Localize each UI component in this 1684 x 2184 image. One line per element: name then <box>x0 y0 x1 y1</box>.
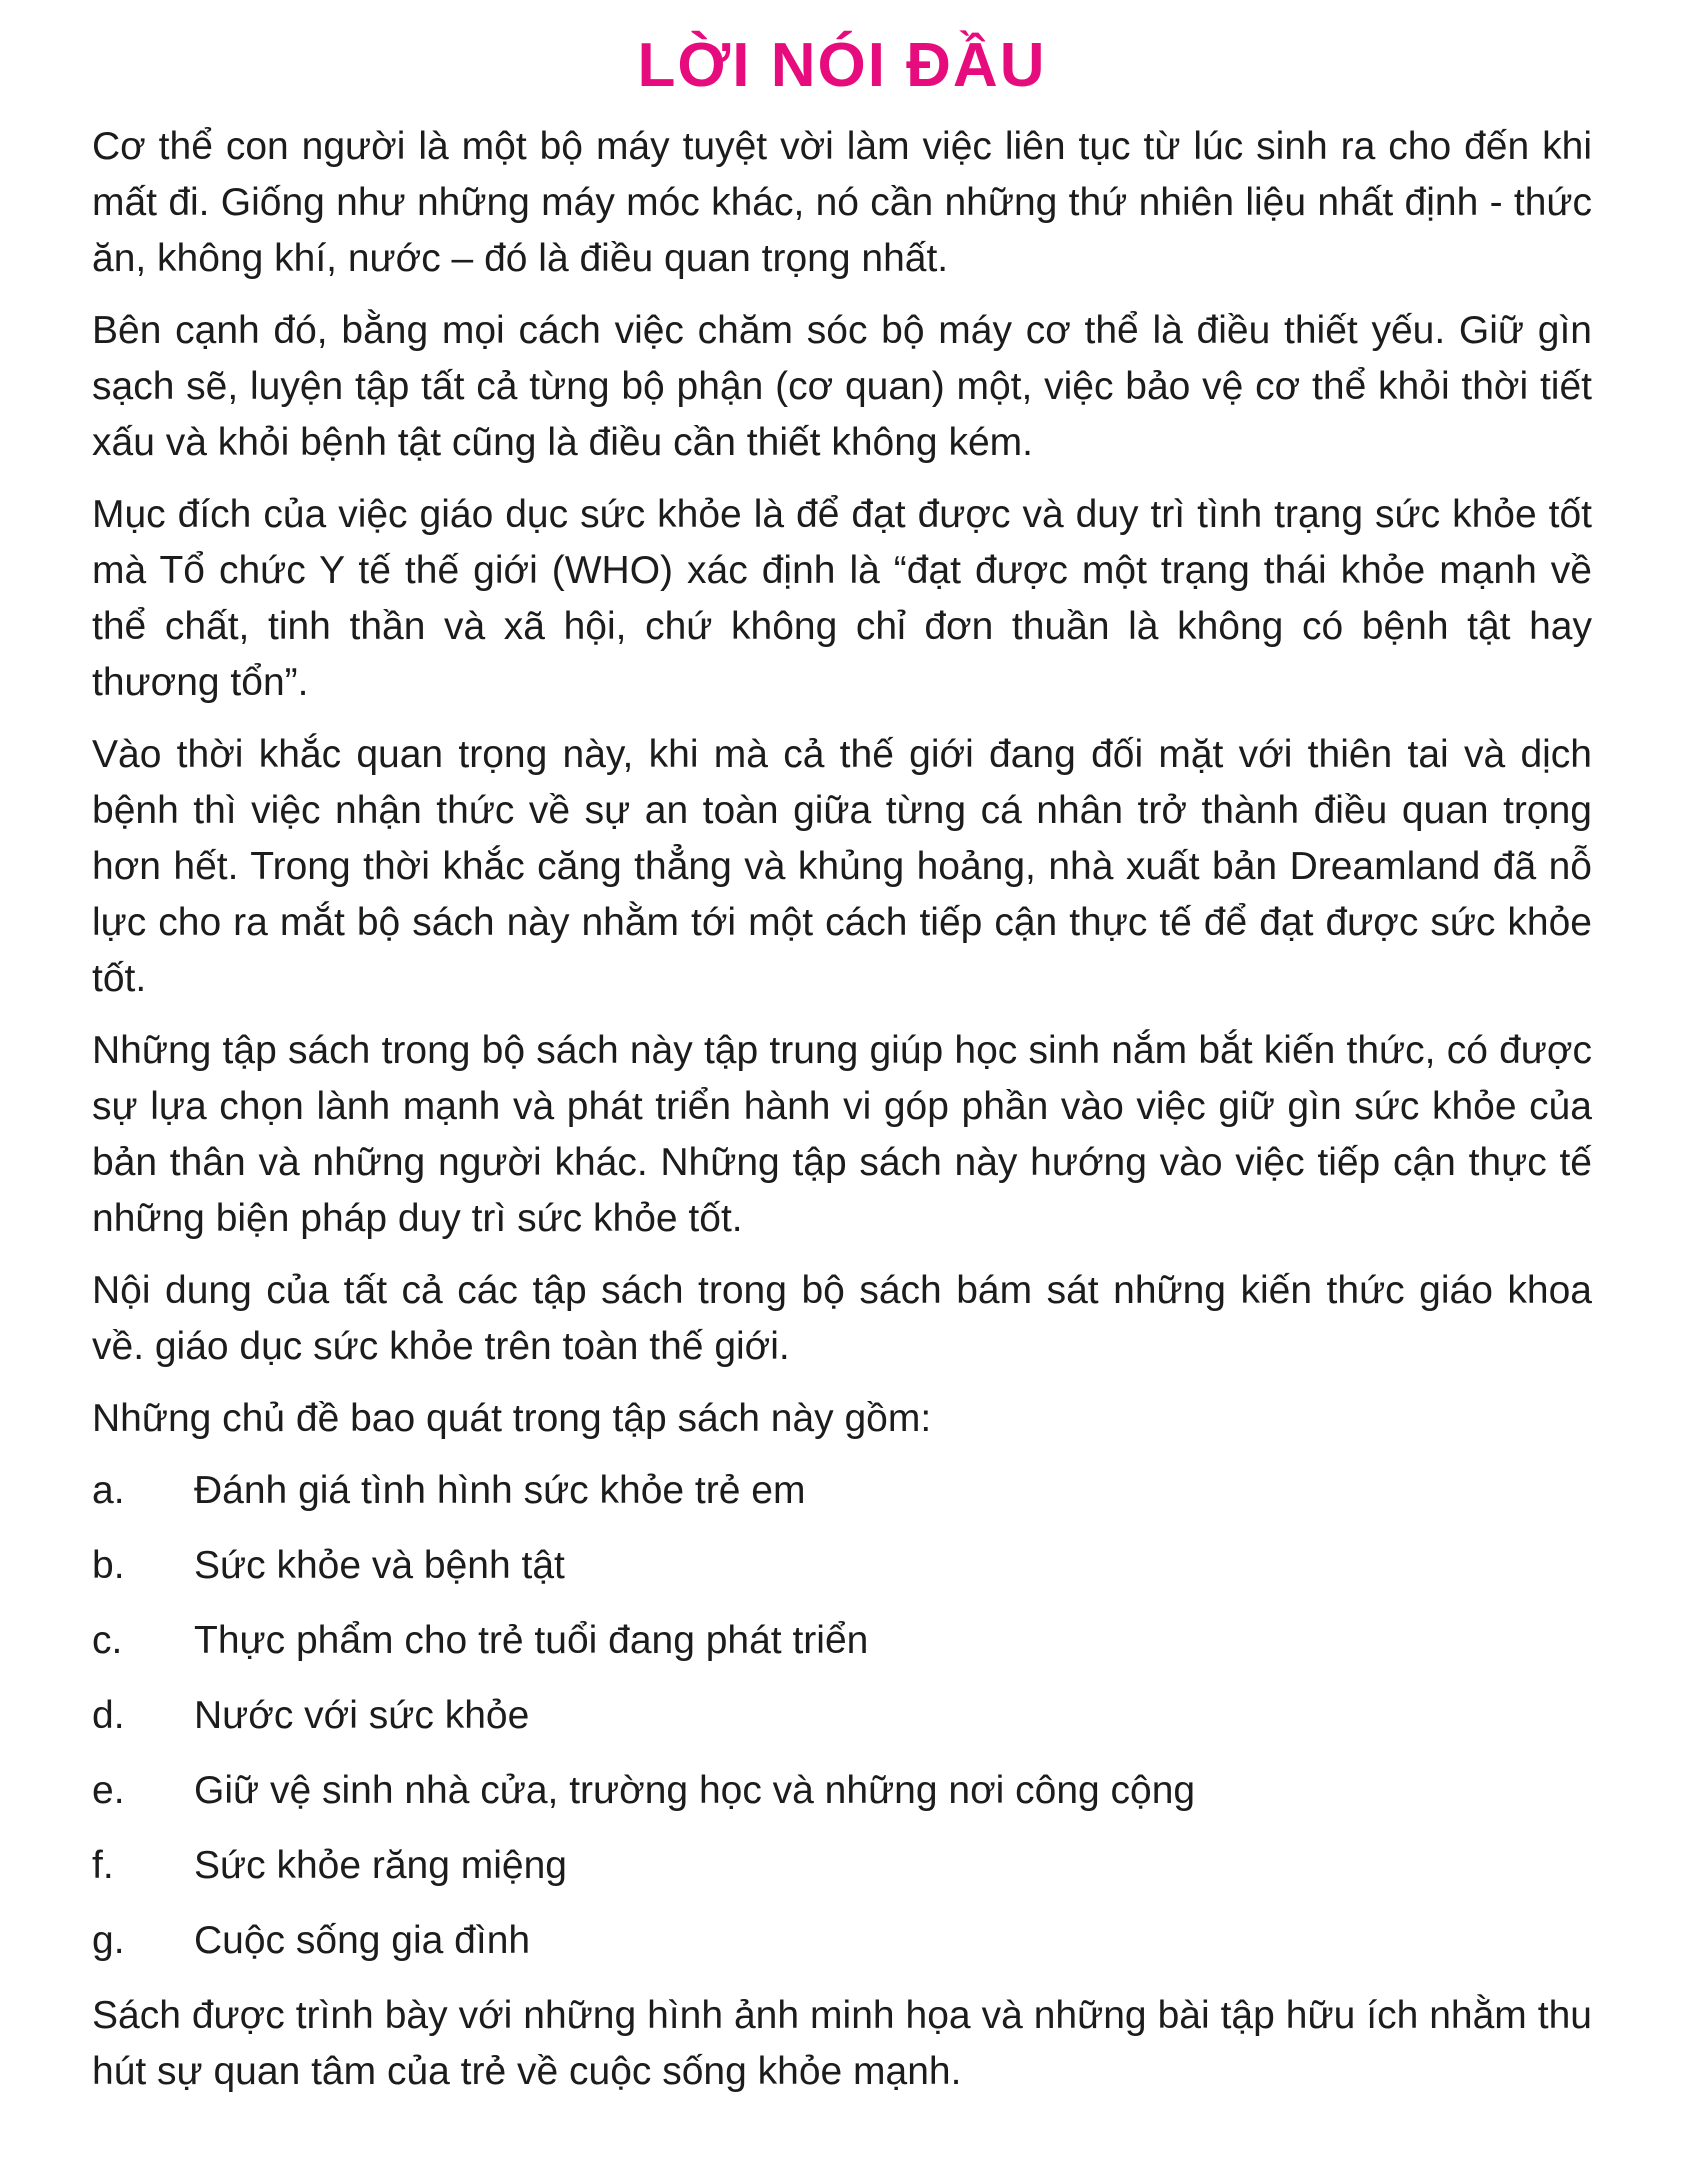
list-item <box>92 1538 1592 1594</box>
list-item-label: a. <box>92 1469 125 1512</box>
preface-body <box>92 119 1592 2100</box>
list-item-text: Giữ vệ sinh nhà cửa, trường học và những nơi công cộng <box>194 1769 1196 1812</box>
paragraph: Cơ thể con người là một bộ máy tuyệt vời làm việc liên tục từ lúc sinh ra cho đến khi mất đi. Giống như những máy móc khác, nó cần những thứ nhiên liệu nhất định - thức ăn, không khí, nước – đó là điều quan trọng nhất. <box>92 125 1592 280</box>
closing-paragraph-wrap <box>92 1988 1592 2100</box>
topic-list <box>92 1463 1592 1969</box>
list-item-text: Nước với sức khỏe <box>194 1694 530 1737</box>
list-item-label: e. <box>92 1769 125 1812</box>
paragraph: Những tập sách trong bộ sách này tập trung giúp học sinh nắm bắt kiến thức, có được sự lựa chọn lành mạnh và phát triển hành vi góp phần vào việc giữ gìn sức khỏe của bản thân và những người khác. Những tập sách này hướng vào việc tiếp cận thực tế những biện pháp duy trì sức khỏe tốt. <box>92 1029 1592 1240</box>
list-item-text: Cuộc sống gia đình <box>194 1919 531 1962</box>
list-item-label: d. <box>92 1694 125 1737</box>
list-item-text: Sức khỏe răng miệng <box>194 1844 567 1887</box>
page-title: LỜI NÓI ĐẦU <box>637 31 1047 100</box>
list-item-label: b. <box>92 1544 125 1587</box>
list-item <box>92 1763 1592 1819</box>
list-item-text: Thực phẩm cho trẻ tuổi đang phát triển <box>194 1619 869 1662</box>
list-item <box>92 1688 1592 1744</box>
paragraph: Vào thời khắc quan trọng này, khi mà cả thế giới đang đối mặt với thiên tai và dịch bệnh thì việc nhận thức về sự an toàn giữa từng cá nhân trở thành điều quan trọng hơn hết. Trong thời khắc căng thẳng và khủng hoảng, nhà xuất bản Dreamland đã nỗ lực cho ra mắt bộ sách này nhằm tới một cách tiếp cận thực tế để đạt được sức khỏe tốt. <box>92 733 1592 1000</box>
list-item-text: Đánh giá tình hình sức khỏe trẻ em <box>194 1469 806 1512</box>
list-item-label: c. <box>92 1619 123 1662</box>
paragraph: Bên cạnh đó, bằng mọi cách việc chăm sóc bộ máy cơ thể là điều thiết yếu. Giữ gìn sạch sẽ, luyện tập tất cả từng bộ phận (cơ quan) một, việc bảo vệ cơ thể khỏi thời tiết xấu và khỏi bệnh tật cũng là điều cần thiết không kém. <box>92 309 1592 464</box>
list-item-label: g. <box>92 1919 125 1962</box>
list-item-label: f. <box>92 1844 114 1887</box>
list-item <box>92 1613 1592 1669</box>
paragraph: Mục đích của việc giáo dục sức khỏe là để đạt được và duy trì tình trạng sức khỏe tốt mà Tổ chức Y tế thế giới (WHO) xác định là “đạt được một trạng thái khỏe mạnh về thể chất, tinh thần và xã hội, chứ không chỉ đơn thuần là không có bệnh tật hay thương tổn”. <box>92 493 1592 704</box>
list-item-text: Sức khỏe và bệnh tật <box>194 1544 565 1587</box>
list-item <box>92 1838 1592 1894</box>
list-item <box>92 1463 1592 1519</box>
paragraph: Những chủ đề bao quát trong tập sách này gồm: <box>92 1397 932 1440</box>
list-item <box>92 1913 1592 1969</box>
paragraph: Sách được trình bày với những hình ảnh minh họa và những bài tập hữu ích nhằm thu hút sự quan tâm của trẻ về cuộc sống khỏe mạnh. <box>92 1994 1592 2093</box>
paragraph: Nội dung của tất cả các tập sách trong bộ sách bám sát những kiến thức giáo khoa về. giáo dục sức khỏe trên toàn thế giới. <box>92 1269 1592 1368</box>
